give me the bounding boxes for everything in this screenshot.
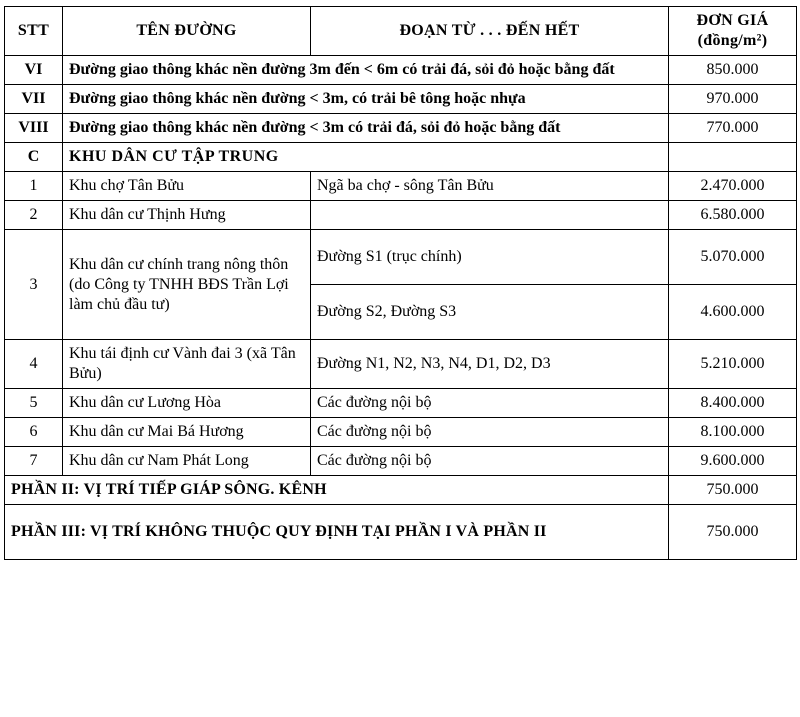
table-row [5, 340, 797, 389]
row-street-name: Khu chợ Tân Bửu [63, 172, 311, 201]
row-price: 970.000 [669, 85, 797, 114]
row-street-name: Khu dân cư Thịnh Hưng [63, 201, 311, 230]
row-segment: Các đường nội bộ [311, 447, 669, 476]
table-row-part [5, 476, 797, 505]
part-title: PHẦN III: VỊ TRÍ KHÔNG THUỘC QUY ĐỊNH TẠI PHẦN I VÀ PHẦN II [5, 505, 669, 560]
table-row [5, 230, 797, 285]
column-header-price-label: ĐƠN GIÁ [696, 12, 769, 29]
table-row [5, 418, 797, 447]
row-price: 5.210.000 [669, 340, 797, 389]
table-row [5, 56, 797, 85]
row-segment: Đường S1 (trục chính) [311, 230, 669, 285]
row-price: 850.000 [669, 56, 797, 85]
table-row-part [5, 505, 797, 560]
row-stt: VIII [5, 114, 63, 143]
row-price: 750.000 [669, 505, 797, 560]
row-street-name: Khu tái định cư Vành đai 3 (xã Tân Bửu) [63, 340, 311, 389]
row-price: 750.000 [669, 476, 797, 505]
row-segment [311, 201, 669, 230]
row-description: Đường giao thông khác nền đường < 3m, có trải bê tông hoặc nhựa [63, 85, 669, 114]
table-header [5, 7, 797, 56]
row-stt: 6 [5, 418, 63, 447]
row-street-name: Khu dân cư Lương Hòa [63, 389, 311, 418]
row-price: 5.070.000 [669, 230, 797, 285]
table-row-section [5, 143, 797, 172]
row-stt: VI [5, 56, 63, 85]
row-stt: 4 [5, 340, 63, 389]
row-price: 8.100.000 [669, 418, 797, 447]
row-stt: 2 [5, 201, 63, 230]
column-header-price-unit: (đồng/m²) [697, 32, 768, 49]
table-body [5, 56, 797, 560]
table-row [5, 389, 797, 418]
row-street-name: Khu dân cư Mai Bá Hương [63, 418, 311, 447]
row-stt: C [5, 143, 63, 172]
row-price: 4.600.000 [669, 285, 797, 340]
row-street-name: Khu dân cư Nam Phát Long [63, 447, 311, 476]
row-segment: Đường N1, N2, N3, N4, D1, D2, D3 [311, 340, 669, 389]
table-row [5, 201, 797, 230]
part-title: PHẦN II: VỊ TRÍ TIẾP GIÁP SÔNG. KÊNH [5, 476, 669, 505]
table-row [5, 85, 797, 114]
row-stt: VII [5, 85, 63, 114]
row-street-name: Khu dân cư chính trang nông thôn (do Công ty TNHH BĐS Trần Lợi làm chủ đầu tư) [63, 230, 311, 340]
column-header-price [669, 7, 797, 56]
row-stt: 7 [5, 447, 63, 476]
land-price-table [4, 6, 797, 560]
row-stt: 1 [5, 172, 63, 201]
row-description: Đường giao thông khác nền đường < 3m có trải đá, sỏi đỏ hoặc bằng đất [63, 114, 669, 143]
row-price: 770.000 [669, 114, 797, 143]
row-segment: Đường S2, Đường S3 [311, 285, 669, 340]
row-price: 6.580.000 [669, 201, 797, 230]
row-segment: Các đường nội bộ [311, 418, 669, 447]
row-price: 9.600.000 [669, 447, 797, 476]
column-header-stt: STT [5, 7, 63, 56]
row-stt: 5 [5, 389, 63, 418]
table-row [5, 447, 797, 476]
row-segment: Ngã ba chợ - sông Tân Bửu [311, 172, 669, 201]
section-title: KHU DÂN CƯ TẬP TRUNG [63, 143, 669, 172]
table-header-row [5, 7, 797, 56]
row-segment: Các đường nội bộ [311, 389, 669, 418]
column-header-segment: ĐOẠN TỪ . . . ĐẾN HẾT [311, 7, 669, 56]
row-description: Đường giao thông khác nền đường 3m đến < 6m có trải đá, sỏi đỏ hoặc bằng đất [63, 56, 669, 85]
table-row [5, 114, 797, 143]
table-row [5, 172, 797, 201]
row-price: 2.470.000 [669, 172, 797, 201]
row-price: 8.400.000 [669, 389, 797, 418]
row-price [669, 143, 797, 172]
column-header-street: TÊN ĐƯỜNG [63, 7, 311, 56]
row-stt: 3 [5, 230, 63, 340]
